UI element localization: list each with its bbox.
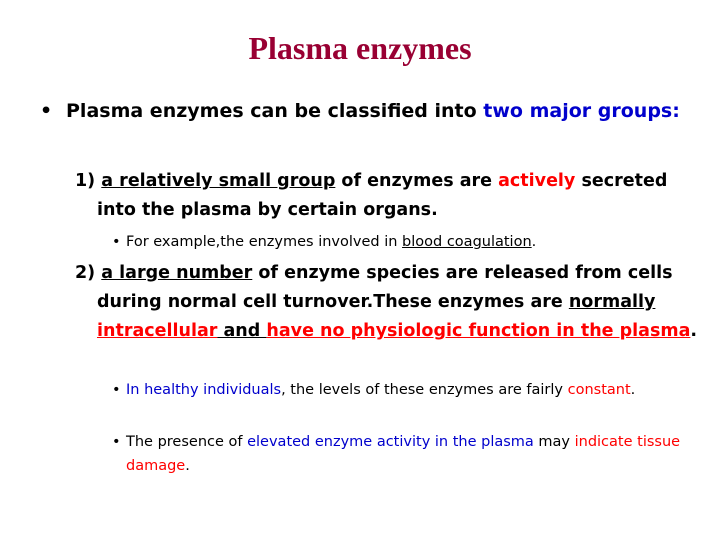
sub-bullet-mid: may [533,434,575,450]
item-end: . [690,321,698,341]
sub-bullet-red: indicate tissue damage [126,434,681,474]
sub-bullet-blue: elevated enzyme activity in the plasma [247,434,534,450]
sub-bullet-highlight: In healthy individuals [126,382,282,398]
item-underlined-and: and [217,321,267,341]
item-underlined: a relatively small group [101,171,336,191]
item-small-group [75,167,707,225]
item-underlined-normally: normally [568,292,656,312]
bullet-dot-icon: • [40,100,53,122]
sub-bullet-text: For example,the enzymes involved in [126,234,403,250]
sub-bullet-dot-icon: • [112,434,121,450]
sub-bullet-dot-icon: • [112,382,121,398]
sub-bullet-text: The presence of [126,434,248,450]
item-highlight: actively [498,171,576,191]
sub-bullet-elevated [112,430,686,478]
bullet-highlight: two major groups: [483,100,680,122]
item-number: 1) [75,171,96,191]
item-underlined: a large number [101,263,253,283]
item-text: of enzyme species are released from cells during normal cell turnover.These enzymes are [97,263,673,312]
sub-bullet-end: . [630,382,636,398]
sub-bullet-healthy [112,378,686,402]
item-number: 2) [75,263,96,283]
sub-bullet-end: . [531,234,537,250]
item-underlined-intracellular: intracellular [97,321,218,341]
slide-title: Plasma enzymes [248,30,472,66]
item-underlined-function: have no physiologic function in the plasma [266,321,691,341]
sub-bullet-underlined: blood coagulation [402,234,532,250]
item-large-number [75,259,707,346]
bullet-text: Plasma enzymes can be classified into [66,100,484,122]
item-text: of enzymes are [335,171,499,191]
bullet-classification [40,96,706,127]
item-tail: secreted into the plasma by certain organs. [97,171,668,220]
sub-bullet-text: , the levels of these enzymes are fairly [281,382,568,398]
sub-bullet-dot-icon: • [112,234,121,250]
sub-bullet-end: . [185,458,190,474]
sub-bullet-example [112,230,686,254]
sub-bullet-red: constant [567,382,631,398]
